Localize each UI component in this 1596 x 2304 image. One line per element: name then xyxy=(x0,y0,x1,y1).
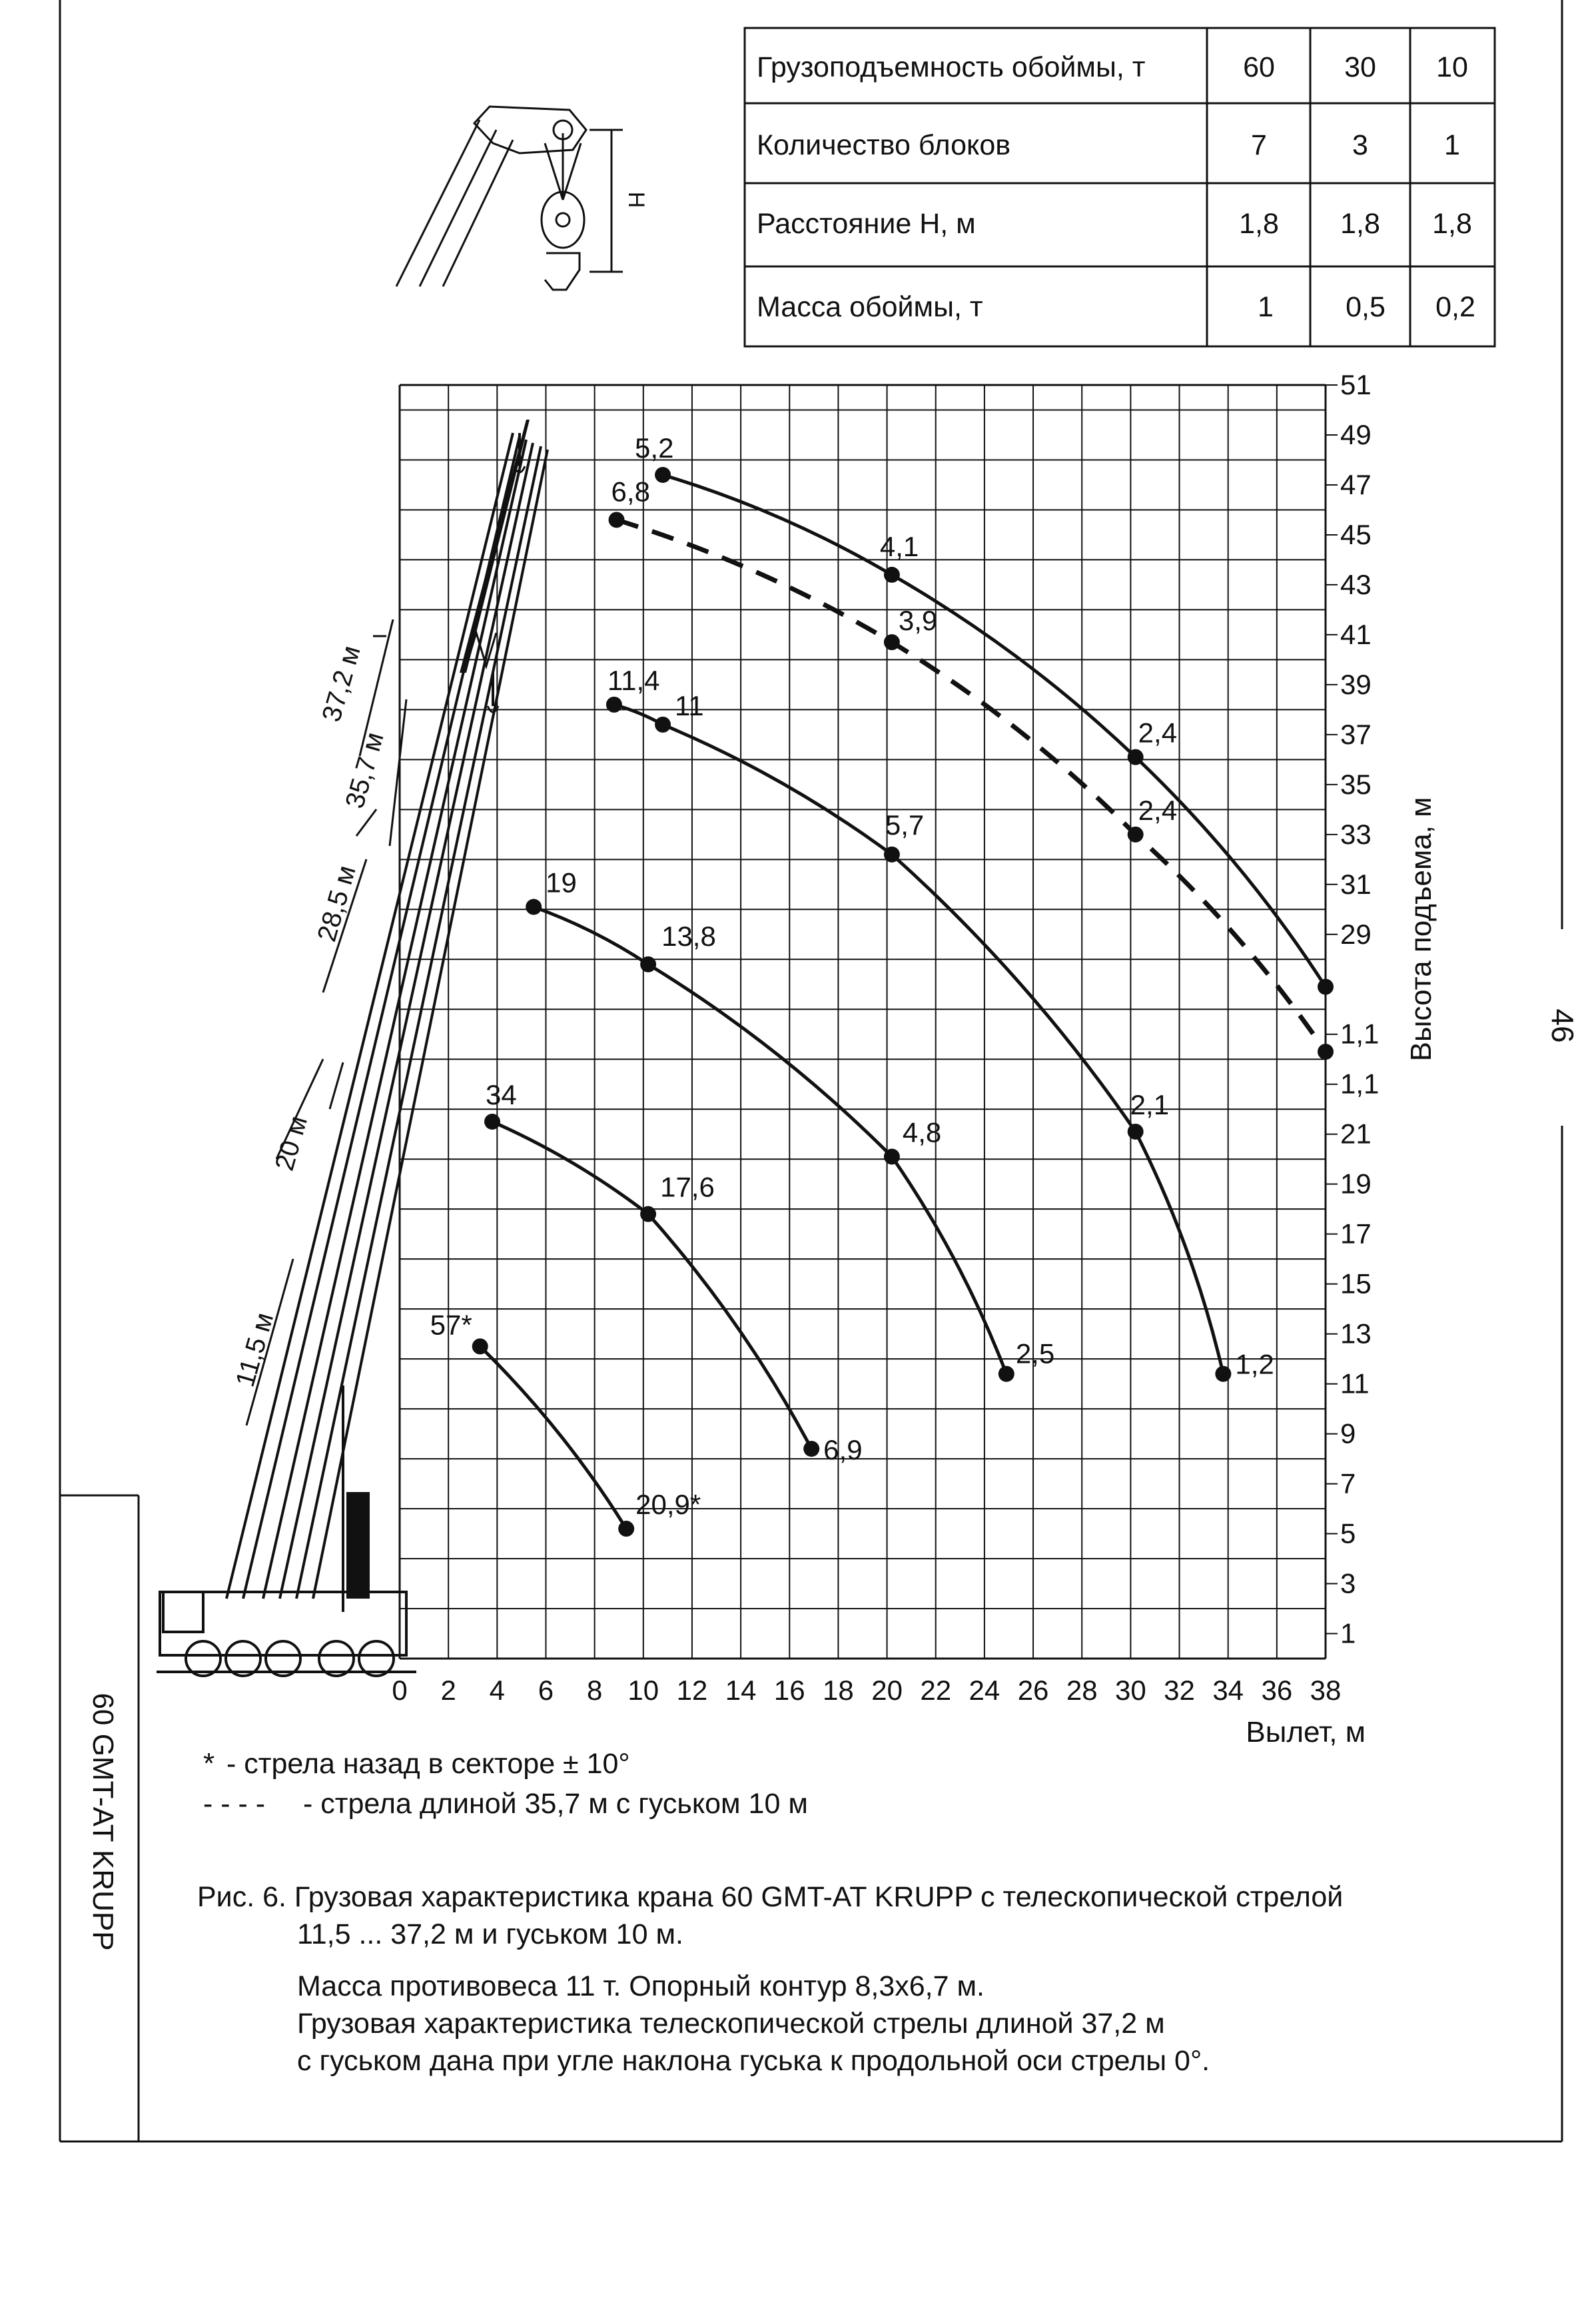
x-tick-label: 4 xyxy=(489,1675,505,1706)
data-point xyxy=(884,634,900,650)
boom-label-35-7: 35,7 м xyxy=(340,729,390,812)
data-label: 13,8 xyxy=(661,920,716,952)
data-label: 57* xyxy=(430,1309,472,1341)
block-table xyxy=(745,28,1495,346)
y-tick-label: 1,1 xyxy=(1340,1068,1380,1100)
page-number: 46 xyxy=(1545,1008,1580,1043)
boom-label-11-5: 11,5 м xyxy=(230,1309,280,1391)
x-tick-label: 26 xyxy=(1017,1675,1049,1706)
legend-text-asterisk: - стрела назад в секторе ± 10° xyxy=(226,1748,630,1780)
series-line xyxy=(480,1346,626,1529)
legend-symbol-asterisk: * xyxy=(203,1747,215,1780)
boom-label-28-5: 28,5 м xyxy=(312,862,362,945)
data-point xyxy=(1128,1124,1144,1140)
y-tick-label: 41 xyxy=(1340,618,1372,650)
x-tick-label: 20 xyxy=(871,1675,903,1706)
data-point xyxy=(1318,1044,1334,1060)
table-cell: 60 xyxy=(1243,51,1275,83)
data-point xyxy=(606,697,622,713)
x-tick-label: 32 xyxy=(1164,1675,1195,1706)
x-tick-label: 18 xyxy=(823,1675,854,1706)
table-cell: 0,2 xyxy=(1435,291,1475,323)
table-row-label: Грузоподъемность обоймы, т xyxy=(757,51,1146,83)
x-tick-label: 6 xyxy=(538,1675,554,1706)
x-tick-label: 10 xyxy=(627,1675,659,1706)
hook-dimension-label: Н xyxy=(623,191,649,208)
y-tick-label: 33 xyxy=(1340,818,1372,850)
y-tick-label: 1 xyxy=(1340,1617,1356,1649)
data-label: 11 xyxy=(675,689,704,721)
table-row-label: Масса обоймы, т xyxy=(757,291,983,323)
table-cell: 7 xyxy=(1251,129,1267,161)
y-tick-label: 43 xyxy=(1340,568,1372,600)
data-point xyxy=(1128,827,1144,843)
y-axis-label: Высота подъема, м xyxy=(1405,797,1437,1062)
y-tick-label: 3 xyxy=(1340,1567,1356,1599)
data-point xyxy=(655,467,671,483)
data-point xyxy=(1318,979,1334,995)
data-label: 11,4 xyxy=(607,664,660,696)
x-tick-label: 16 xyxy=(773,1675,805,1706)
y-tick-label: 29 xyxy=(1340,918,1372,950)
data-point xyxy=(526,899,542,915)
y-tick-label: 11 xyxy=(1340,1367,1370,1399)
table-cell: 0,5 xyxy=(1346,291,1386,323)
caption-line: 11,5 ... 37,2 м и гуськом 10 м. xyxy=(297,1918,683,1950)
caption-line: с гуськом дана при угле наклона гуська к продольной оси стрелы 0°. xyxy=(297,2045,1210,2077)
boom-label-20: 20 м xyxy=(269,1112,314,1174)
data-label: 5,2 xyxy=(635,432,674,464)
data-point xyxy=(998,1366,1014,1382)
y-tick-label: 1,1 xyxy=(1340,1018,1380,1050)
data-point xyxy=(884,1148,900,1164)
crane-illustration xyxy=(157,420,548,1676)
data-point xyxy=(1128,749,1144,765)
x-tick-label: 22 xyxy=(920,1675,952,1706)
y-tick-label: 39 xyxy=(1340,668,1372,700)
data-label: 3,9 xyxy=(898,605,938,637)
data-label: 4,8 xyxy=(902,1116,942,1148)
legend-text-dashed: - стрела длиной 35,7 м с гуськом 10 м xyxy=(303,1788,808,1820)
data-point xyxy=(618,1521,634,1537)
table-cell: 30 xyxy=(1344,51,1376,83)
data-point xyxy=(655,717,671,733)
data-label: 17,6 xyxy=(660,1171,715,1203)
table-cell: 1 xyxy=(1444,129,1460,161)
y-tick-label: 35 xyxy=(1340,768,1372,800)
data-point xyxy=(1215,1366,1231,1382)
data-label: 6,8 xyxy=(611,476,650,508)
data-label: 1,2 xyxy=(1235,1348,1274,1380)
x-tick-label: 24 xyxy=(969,1675,1000,1706)
table-row-label: Расстояние Н, м xyxy=(757,208,976,240)
data-label: 4,1 xyxy=(879,530,919,562)
x-tick-label: 0 xyxy=(392,1675,408,1706)
data-point xyxy=(640,957,656,972)
y-tick-label: 47 xyxy=(1340,468,1372,500)
x-tick-label: 38 xyxy=(1310,1675,1342,1706)
data-point xyxy=(803,1441,819,1457)
data-label: 20,9* xyxy=(635,1489,701,1521)
data-point xyxy=(640,1206,656,1222)
y-axis-ticks xyxy=(1326,369,1379,1649)
y-tick-label: 21 xyxy=(1340,1118,1372,1150)
table-cell: 1,8 xyxy=(1432,208,1472,240)
figure-caption xyxy=(197,1878,1529,2080)
chart-series xyxy=(430,432,1334,1537)
table-cell: 3 xyxy=(1352,129,1368,161)
table-cell: 1,8 xyxy=(1239,208,1279,240)
data-label: 2,1 xyxy=(1130,1088,1170,1120)
x-tick-label: 36 xyxy=(1261,1675,1293,1706)
data-label: 2,4 xyxy=(1138,717,1178,749)
legend-symbol-dashed: - - - - xyxy=(203,1788,266,1820)
data-label: 34 xyxy=(486,1078,517,1110)
y-tick-label: 13 xyxy=(1340,1318,1372,1349)
data-label: 19 xyxy=(546,867,577,899)
caption-line: Грузовая характеристика телескопической стрелы длиной 37,2 м xyxy=(297,2008,1165,2040)
hook-block-diagram xyxy=(396,107,623,290)
data-point xyxy=(609,512,625,528)
x-tick-label: 34 xyxy=(1212,1675,1244,1706)
data-label: 5,7 xyxy=(885,809,925,841)
x-axis-ticks xyxy=(392,1675,1341,1706)
x-axis-label: Вылет, м xyxy=(1246,1716,1366,1748)
y-tick-label: 49 xyxy=(1340,418,1372,450)
table-cell: 1,8 xyxy=(1340,208,1380,240)
y-tick-label: 31 xyxy=(1340,868,1372,900)
y-tick-label: 9 xyxy=(1340,1417,1356,1449)
table-cell: 1 xyxy=(1258,291,1274,323)
x-tick-label: 28 xyxy=(1066,1675,1098,1706)
data-point xyxy=(884,847,900,863)
x-tick-label: 8 xyxy=(586,1675,603,1706)
chart-legend xyxy=(203,1747,808,1820)
y-tick-label: 51 xyxy=(1340,369,1372,400)
table-cell: 10 xyxy=(1436,51,1468,83)
x-tick-label: 12 xyxy=(676,1675,708,1706)
table-row-label: Количество блоков xyxy=(757,129,1011,161)
side-label: 60 GMT-AT KRUPP xyxy=(87,1693,119,1951)
series-line xyxy=(617,520,1326,1052)
y-tick-label: 19 xyxy=(1340,1168,1372,1200)
caption-line: Масса противовеса 11 т. Опорный контур 8,3х6,7 м. xyxy=(297,1970,985,2002)
y-tick-label: 5 xyxy=(1340,1517,1356,1549)
series-line xyxy=(492,1122,811,1449)
y-tick-label: 17 xyxy=(1340,1218,1372,1250)
data-label: 2,5 xyxy=(1015,1338,1055,1369)
series-line xyxy=(614,705,1223,1374)
data-point xyxy=(472,1338,488,1354)
data-point xyxy=(884,567,900,583)
data-point xyxy=(484,1114,500,1130)
data-label: 2,4 xyxy=(1138,794,1178,826)
boom-label-37-2: 37,2 м xyxy=(316,642,366,725)
data-label: 6,9 xyxy=(823,1434,863,1466)
x-tick-label: 30 xyxy=(1115,1675,1146,1706)
y-tick-label: 37 xyxy=(1340,718,1372,750)
x-tick-label: 14 xyxy=(725,1675,757,1706)
y-tick-label: 7 xyxy=(1340,1467,1356,1499)
caption-line: Рис. 6. Грузовая характеристика крана 60 GMT-AT KRUPP с телескопической стрелой xyxy=(197,1881,1344,1913)
chart-grid xyxy=(400,385,1326,1659)
x-tick-label: 2 xyxy=(440,1675,456,1706)
y-tick-label: 15 xyxy=(1340,1268,1372,1300)
y-tick-label: 45 xyxy=(1340,518,1372,550)
